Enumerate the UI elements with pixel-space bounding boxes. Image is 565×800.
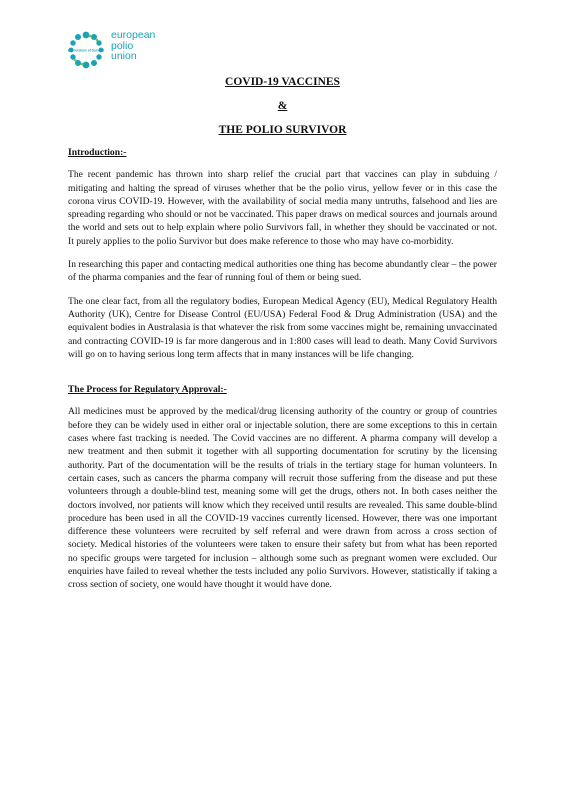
- logo-wordmark: [111, 30, 155, 62]
- page-title: COVID-19 VACCINES: [225, 76, 340, 88]
- logo-line: european: [111, 29, 156, 41]
- paragraph: In researching this paper and contacting medical authorities one thing has become abundantly clear – the power of the pharma companies and the fear of running foul of them or being sued.: [68, 259, 497, 284]
- paragraph: All medicines must be approved by the medical/drug licensing authority of the country or group of countries before they can be widely used in either oral or injectable solution, there are some exceptions to this in certain cases where fast tracking is needed. The Covid vaccines are no different. A pharma company will develop a new treatment and then submit it together with all supporting documentation for scrutiny by the licensing authority. Part of the documentation will be the results of trials in the tertiary stage for human volunteers. In certain cases, such as cancers the pharma company will recruit those suffering from the disease and put these volunteers through a double-blind test, meaning some will get the drugs, others not. In both cases neither the doctors involved, nor patients will know which they received until results are revealed. This same double-blind procedure has been used in all the COVID-19 vaccines currently licensed. However, there was one important difference these volunteers were recruited by self referral and were drawn from across a cross section of society. Medical histories of the volunteers were taken to ensure their safety but from what has been reported no specific groups were targeted for inclusion – although some such as pregnant women were excluded. Our enquiries have failed to reveal whether the tests included any polio Survivors. However, statistically if taking a cross section of society, one would have thought it would have done.: [68, 406, 497, 591]
- section-heading-introduction: Introduction:-: [68, 147, 127, 158]
- svg-text:Cornerstone of Survival: Cornerstone of Survival: [67, 48, 105, 53]
- logo-line: polio: [111, 39, 134, 52]
- logo-line: union: [111, 50, 137, 62]
- page-title-ampersand: &: [277, 100, 288, 112]
- paragraph: The recent pandemic has thrown into sharp relief the crucial part that vaccines can play in subduing / mitigating and halting the spread of viruses whether that be the polio virus, yellow fever or in this case the corona virus COVID-19. However, with the availability of social media many untruths, falsehood and lies are spreading regarding who should or not be vaccinated. This paper draws on medical sources and journals around the world and sets out to help explain where polio Survivors fall, in whether they should be vaccinated or not. It purely applies to the polio Survivor but does make reference to those who may have co-morbidity.: [68, 169, 497, 247]
- section-heading-regulatory-approval: The Process for Regulatory Approval:-: [68, 384, 227, 396]
- logo-ring-icon: [66, 30, 110, 70]
- paragraph: The one clear fact, from all the regulatory bodies, European Medical Agency (EU), Medical Regulatory Health Authority (UK), Centre for Disease Control (EU/USA) Federal Food & Drug Administration (USA) and the equivalent bodies in Australasia is that whatever the risk from some vaccines might be, remaining unvaccinated and contracting COVID-19 is far more dangerous and in 1:800 cases will lead to death. Many Covid Survivors will go on to having serious long term affects that in many instances will be life changing.: [68, 295, 497, 360]
- page-subtitle: THE POLIO SURVIVOR: [218, 124, 347, 136]
- document-body: [68, 146, 497, 602]
